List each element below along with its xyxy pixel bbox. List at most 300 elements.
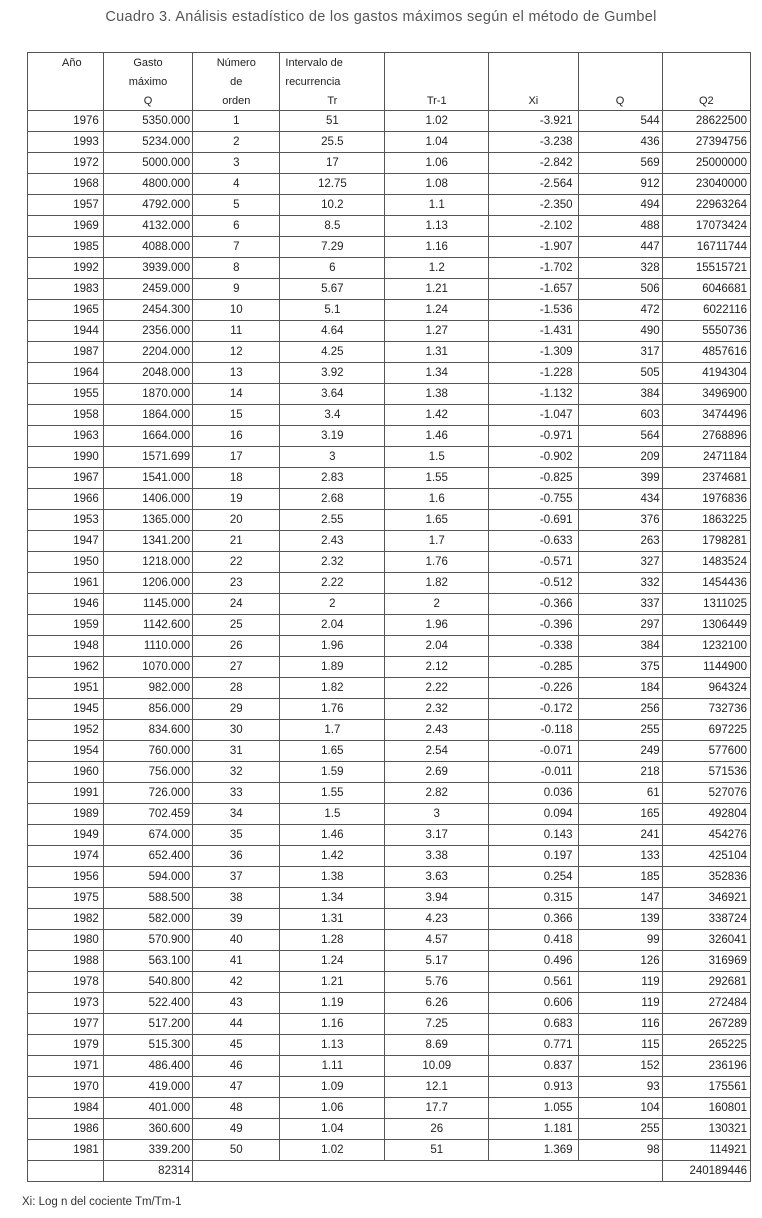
cell-q2: 492804 <box>662 804 750 825</box>
cell-year: 1958 <box>28 405 104 426</box>
cell-xi: -1.309 <box>489 342 578 363</box>
cell-flow: 4800.000 <box>103 174 192 195</box>
header-year-blank-2 <box>28 72 104 91</box>
cell-xi: 0.606 <box>489 993 578 1014</box>
cell-tr-minus-1: 3.38 <box>385 846 489 867</box>
table-row <box>28 741 751 762</box>
cell-tr: 1.19 <box>280 993 385 1014</box>
cell-order: 40 <box>193 930 280 951</box>
cell-flow: 1365.000 <box>103 510 192 531</box>
header-flow-line3: Q <box>103 91 192 111</box>
cell-q2: 338724 <box>662 909 750 930</box>
cell-year: 1966 <box>28 489 104 510</box>
cell-xi: 0.837 <box>489 1056 578 1077</box>
cell-xi: -2.102 <box>489 216 578 237</box>
cell-tr: 1.55 <box>280 783 385 804</box>
cell-tr-minus-1: 2.54 <box>385 741 489 762</box>
cell-q: 436 <box>578 132 662 153</box>
totals-blank-xi <box>489 1161 578 1182</box>
cell-flow: 594.000 <box>103 867 192 888</box>
cell-flow: 1870.000 <box>103 384 192 405</box>
cell-q: 376 <box>578 510 662 531</box>
cell-flow: 4792.000 <box>103 195 192 216</box>
header-xi-blank-2 <box>489 72 578 91</box>
cell-q: 115 <box>578 1035 662 1056</box>
cell-year: 1990 <box>28 447 104 468</box>
cell-order: 18 <box>193 468 280 489</box>
cell-xi: -1.536 <box>489 300 578 321</box>
cell-q: 255 <box>578 1119 662 1140</box>
table-row <box>28 783 751 804</box>
cell-year: 1962 <box>28 657 104 678</box>
cell-flow: 339.200 <box>103 1140 192 1161</box>
cell-flow: 360.600 <box>103 1119 192 1140</box>
cell-order: 28 <box>193 678 280 699</box>
cell-year: 1967 <box>28 468 104 489</box>
cell-flow: 726.000 <box>103 783 192 804</box>
cell-order: 8 <box>193 258 280 279</box>
cell-order: 38 <box>193 888 280 909</box>
cell-order: 4 <box>193 174 280 195</box>
cell-xi: -0.071 <box>489 741 578 762</box>
cell-year: 1947 <box>28 531 104 552</box>
cell-xi: 0.315 <box>489 888 578 909</box>
cell-q2: 15515721 <box>662 258 750 279</box>
header-tr1-blank-2 <box>385 72 489 91</box>
cell-year: 1954 <box>28 741 104 762</box>
cell-order: 45 <box>193 1035 280 1056</box>
cell-year: 1957 <box>28 195 104 216</box>
cell-q: 133 <box>578 846 662 867</box>
cell-tr-minus-1: 1.16 <box>385 237 489 258</box>
cell-xi: -1.657 <box>489 279 578 300</box>
table-caption: Cuadro 3. Análisis estadístico de los gastos máximos según el método de Gumbel <box>105 9 657 25</box>
cell-q2: 425104 <box>662 846 750 867</box>
header-tr1-blank-1 <box>385 53 489 73</box>
cell-tr: 3 <box>280 447 385 468</box>
cell-flow: 2048.000 <box>103 363 192 384</box>
cell-flow: 563.100 <box>103 951 192 972</box>
cell-flow: 702.459 <box>103 804 192 825</box>
cell-order: 9 <box>193 279 280 300</box>
table-row <box>28 1035 751 1056</box>
table-row <box>28 426 751 447</box>
table-row <box>28 720 751 741</box>
cell-tr-minus-1: 10.09 <box>385 1056 489 1077</box>
cell-year: 1981 <box>28 1140 104 1161</box>
cell-tr-minus-1: 3.63 <box>385 867 489 888</box>
table-row <box>28 594 751 615</box>
cell-tr-minus-1: 2.82 <box>385 783 489 804</box>
cell-flow: 834.600 <box>103 720 192 741</box>
cell-xi: 0.771 <box>489 1035 578 1056</box>
header-xi-blank-1 <box>489 53 578 73</box>
cell-year: 1963 <box>28 426 104 447</box>
cell-q: 104 <box>578 1098 662 1119</box>
header-interval-line2: recurrencia <box>280 72 385 91</box>
cell-tr: 1.96 <box>280 636 385 657</box>
cell-order: 35 <box>193 825 280 846</box>
table-row <box>28 951 751 972</box>
cell-order: 34 <box>193 804 280 825</box>
cell-xi: -1.047 <box>489 405 578 426</box>
cell-order: 33 <box>193 783 280 804</box>
header-row-1 <box>28 53 751 73</box>
cell-xi: -0.755 <box>489 489 578 510</box>
cell-flow: 3939.000 <box>103 258 192 279</box>
cell-q: 564 <box>578 426 662 447</box>
table-row <box>28 447 751 468</box>
cell-year: 1979 <box>28 1035 104 1056</box>
cell-q2: 352836 <box>662 867 750 888</box>
cell-year: 1964 <box>28 363 104 384</box>
cell-xi: -0.172 <box>489 699 578 720</box>
table-row <box>28 1140 751 1161</box>
cell-tr: 51 <box>280 111 385 132</box>
cell-tr-minus-1: 1.08 <box>385 174 489 195</box>
table-row <box>28 363 751 384</box>
header-row-2 <box>28 72 751 91</box>
table-header <box>28 53 751 111</box>
cell-q2: 236196 <box>662 1056 750 1077</box>
cell-order: 47 <box>193 1077 280 1098</box>
cell-flow: 1541.000 <box>103 468 192 489</box>
table-totals <box>28 1161 751 1182</box>
cell-q2: 964324 <box>662 678 750 699</box>
table-row <box>28 174 751 195</box>
cell-tr-minus-1: 2 <box>385 594 489 615</box>
cell-order: 16 <box>193 426 280 447</box>
cell-tr-minus-1: 4.23 <box>385 909 489 930</box>
cell-tr: 1.06 <box>280 1098 385 1119</box>
cell-tr: 5.1 <box>280 300 385 321</box>
table-row <box>28 321 751 342</box>
cell-q2: 1144900 <box>662 657 750 678</box>
cell-tr: 2.43 <box>280 531 385 552</box>
cell-tr-minus-1: 2.12 <box>385 657 489 678</box>
cell-tr-minus-1: 1.02 <box>385 111 489 132</box>
cell-q: 255 <box>578 720 662 741</box>
cell-tr-minus-1: 1.38 <box>385 384 489 405</box>
cell-year: 1986 <box>28 1119 104 1140</box>
cell-xi: 0.197 <box>489 846 578 867</box>
cell-q2: 1306449 <box>662 615 750 636</box>
cell-tr: 10.2 <box>280 195 385 216</box>
header-year-blank-3 <box>28 91 104 111</box>
cell-flow: 2459.000 <box>103 279 192 300</box>
cell-year: 1949 <box>28 825 104 846</box>
cell-tr-minus-1: 7.25 <box>385 1014 489 1035</box>
cell-q: 569 <box>578 153 662 174</box>
cell-flow: 486.400 <box>103 1056 192 1077</box>
cell-tr-minus-1: 26 <box>385 1119 489 1140</box>
cell-tr: 1.34 <box>280 888 385 909</box>
cell-tr-minus-1: 2.43 <box>385 720 489 741</box>
cell-year: 1955 <box>28 384 104 405</box>
cell-flow: 540.800 <box>103 972 192 993</box>
cell-tr-minus-1: 3 <box>385 804 489 825</box>
header-row-3 <box>28 91 751 111</box>
header-interval-line3: Tr <box>280 91 385 111</box>
header-q2-blank-1 <box>662 53 750 73</box>
cell-tr-minus-1: 1.2 <box>385 258 489 279</box>
cell-tr-minus-1: 1.27 <box>385 321 489 342</box>
cell-q2: 23040000 <box>662 174 750 195</box>
table-body <box>28 111 751 1161</box>
cell-flow: 982.000 <box>103 678 192 699</box>
cell-tr: 4.25 <box>280 342 385 363</box>
cell-q: 116 <box>578 1014 662 1035</box>
cell-q: 218 <box>578 762 662 783</box>
cell-flow: 419.000 <box>103 1077 192 1098</box>
cell-order: 10 <box>193 300 280 321</box>
header-interval-line1: Intervalo de <box>280 53 385 73</box>
cell-q: 472 <box>578 300 662 321</box>
cell-year: 1989 <box>28 804 104 825</box>
cell-flow: 4088.000 <box>103 237 192 258</box>
cell-q2: 16711744 <box>662 237 750 258</box>
table-row <box>28 300 751 321</box>
cell-year: 1983 <box>28 279 104 300</box>
cell-tr: 1.46 <box>280 825 385 846</box>
table-row <box>28 825 751 846</box>
cell-order: 43 <box>193 993 280 1014</box>
cell-order: 25 <box>193 615 280 636</box>
cell-tr: 1.28 <box>280 930 385 951</box>
cell-tr: 2.68 <box>280 489 385 510</box>
table-row <box>28 699 751 720</box>
cell-xi: 0.418 <box>489 930 578 951</box>
cell-q2: 130321 <box>662 1119 750 1140</box>
cell-tr: 2.83 <box>280 468 385 489</box>
cell-tr-minus-1: 4.57 <box>385 930 489 951</box>
cell-xi: -0.338 <box>489 636 578 657</box>
cell-tr: 1.65 <box>280 741 385 762</box>
cell-q2: 22963264 <box>662 195 750 216</box>
cell-tr: 1.31 <box>280 909 385 930</box>
cell-xi: -0.971 <box>489 426 578 447</box>
table-row <box>28 489 751 510</box>
cell-order: 39 <box>193 909 280 930</box>
cell-flow: 1664.000 <box>103 426 192 447</box>
cell-tr: 5.67 <box>280 279 385 300</box>
table-row <box>28 258 751 279</box>
totals-row <box>28 1161 751 1182</box>
cell-year: 1971 <box>28 1056 104 1077</box>
cell-tr: 1.24 <box>280 951 385 972</box>
cell-tr-minus-1: 2.22 <box>385 678 489 699</box>
table-row <box>28 573 751 594</box>
cell-q2: 3474496 <box>662 405 750 426</box>
cell-year: 1950 <box>28 552 104 573</box>
cell-year: 1969 <box>28 216 104 237</box>
cell-tr: 1.5 <box>280 804 385 825</box>
cell-year: 1965 <box>28 300 104 321</box>
cell-flow: 1070.000 <box>103 657 192 678</box>
cell-q: 93 <box>578 1077 662 1098</box>
cell-flow: 2204.000 <box>103 342 192 363</box>
cell-tr: 1.82 <box>280 678 385 699</box>
cell-order: 26 <box>193 636 280 657</box>
cell-order: 2 <box>193 132 280 153</box>
cell-order: 7 <box>193 237 280 258</box>
cell-xi: 1.055 <box>489 1098 578 1119</box>
cell-flow: 5234.000 <box>103 132 192 153</box>
cell-year: 1988 <box>28 951 104 972</box>
cell-q: 384 <box>578 384 662 405</box>
cell-tr: 6 <box>280 258 385 279</box>
cell-xi: 1.369 <box>489 1140 578 1161</box>
cell-q2: 5550736 <box>662 321 750 342</box>
cell-tr-minus-1: 1.76 <box>385 552 489 573</box>
cell-tr: 1.11 <box>280 1056 385 1077</box>
cell-year: 1968 <box>28 174 104 195</box>
header-flow-line2: máximo <box>103 72 192 91</box>
header-order-line1: Número <box>193 53 280 73</box>
cell-xi: 0.143 <box>489 825 578 846</box>
table-row <box>28 636 751 657</box>
cell-tr-minus-1: 3.94 <box>385 888 489 909</box>
cell-year: 1951 <box>28 678 104 699</box>
table-row <box>28 552 751 573</box>
cell-xi: 1.181 <box>489 1119 578 1140</box>
cell-q2: 6046681 <box>662 279 750 300</box>
cell-year: 1993 <box>28 132 104 153</box>
cell-tr: 25.5 <box>280 132 385 153</box>
cell-order: 41 <box>193 951 280 972</box>
table-row <box>28 468 751 489</box>
cell-q: 332 <box>578 573 662 594</box>
cell-order: 37 <box>193 867 280 888</box>
cell-tr-minus-1: 8.69 <box>385 1035 489 1056</box>
cell-order: 30 <box>193 720 280 741</box>
cell-q2: 6022116 <box>662 300 750 321</box>
cell-q2: 326041 <box>662 930 750 951</box>
cell-q2: 697225 <box>662 720 750 741</box>
cell-tr-minus-1: 1.46 <box>385 426 489 447</box>
cell-q2: 27394756 <box>662 132 750 153</box>
cell-order: 23 <box>193 573 280 594</box>
cell-tr: 1.21 <box>280 972 385 993</box>
cell-q: 506 <box>578 279 662 300</box>
cell-xi: 0.496 <box>489 951 578 972</box>
table-row <box>28 888 751 909</box>
cell-q: 147 <box>578 888 662 909</box>
cell-flow: 570.900 <box>103 930 192 951</box>
table-row <box>28 216 751 237</box>
cell-q2: 175561 <box>662 1077 750 1098</box>
cell-order: 5 <box>193 195 280 216</box>
cell-q: 490 <box>578 321 662 342</box>
cell-tr: 3.64 <box>280 384 385 405</box>
header-q-blank-2 <box>578 72 662 91</box>
cell-q2: 3496900 <box>662 384 750 405</box>
cell-year: 1973 <box>28 993 104 1014</box>
cell-year: 1948 <box>28 636 104 657</box>
table-row <box>28 867 751 888</box>
table-row <box>28 615 751 636</box>
cell-tr: 1.59 <box>280 762 385 783</box>
cell-xi: -0.011 <box>489 762 578 783</box>
cell-flow: 4132.000 <box>103 216 192 237</box>
cell-xi: 0.036 <box>489 783 578 804</box>
cell-q2: 1976836 <box>662 489 750 510</box>
table-row <box>28 237 751 258</box>
cell-year: 1961 <box>28 573 104 594</box>
cell-tr-minus-1: 1.1 <box>385 195 489 216</box>
cell-tr-minus-1: 2.69 <box>385 762 489 783</box>
cell-flow: 401.000 <box>103 1098 192 1119</box>
cell-q2: 2768896 <box>662 426 750 447</box>
cell-tr-minus-1: 1.13 <box>385 216 489 237</box>
cell-q: 209 <box>578 447 662 468</box>
table-row <box>28 405 751 426</box>
header-xi: Xi <box>489 91 578 111</box>
cell-year: 1945 <box>28 699 104 720</box>
cell-flow: 522.400 <box>103 993 192 1014</box>
cell-q: 327 <box>578 552 662 573</box>
header-tr-minus-1: Tr-1 <box>385 91 489 111</box>
table-row <box>28 804 751 825</box>
totals-blank-order <box>193 1161 280 1182</box>
cell-flow: 1142.600 <box>103 615 192 636</box>
cell-tr: 2.32 <box>280 552 385 573</box>
cell-tr-minus-1: 1.55 <box>385 468 489 489</box>
cell-flow: 1341.200 <box>103 531 192 552</box>
cell-q: 297 <box>578 615 662 636</box>
cell-xi: 0.913 <box>489 1077 578 1098</box>
cell-year: 1982 <box>28 909 104 930</box>
cell-flow: 760.000 <box>103 741 192 762</box>
cell-tr: 17 <box>280 153 385 174</box>
cell-xi: -1.907 <box>489 237 578 258</box>
cell-q2: 17073424 <box>662 216 750 237</box>
cell-q: 603 <box>578 405 662 426</box>
cell-q: 61 <box>578 783 662 804</box>
cell-tr-minus-1: 1.82 <box>385 573 489 594</box>
cell-year: 1977 <box>28 1014 104 1035</box>
table-row <box>28 132 751 153</box>
cell-flow: 588.500 <box>103 888 192 909</box>
cell-q: 126 <box>578 951 662 972</box>
table-row <box>28 1014 751 1035</box>
table-row <box>28 993 751 1014</box>
cell-q2: 2374681 <box>662 468 750 489</box>
cell-tr: 2 <box>280 594 385 615</box>
cell-xi: -0.633 <box>489 531 578 552</box>
cell-year: 1952 <box>28 720 104 741</box>
cell-q: 317 <box>578 342 662 363</box>
cell-q: 912 <box>578 174 662 195</box>
table-row <box>28 1119 751 1140</box>
cell-q: 447 <box>578 237 662 258</box>
cell-year: 1992 <box>28 258 104 279</box>
table-row <box>28 195 751 216</box>
cell-xi: -0.118 <box>489 720 578 741</box>
cell-year: 1972 <box>28 153 104 174</box>
cell-xi: -2.842 <box>489 153 578 174</box>
cell-year: 1974 <box>28 846 104 867</box>
cell-tr: 1.76 <box>280 699 385 720</box>
cell-order: 27 <box>193 657 280 678</box>
cell-year: 1944 <box>28 321 104 342</box>
cell-tr-minus-1: 5.17 <box>385 951 489 972</box>
cell-order: 46 <box>193 1056 280 1077</box>
cell-flow: 5000.000 <box>103 153 192 174</box>
cell-order: 36 <box>193 846 280 867</box>
totals-blank-tr <box>280 1161 385 1182</box>
cell-q2: 25000000 <box>662 153 750 174</box>
